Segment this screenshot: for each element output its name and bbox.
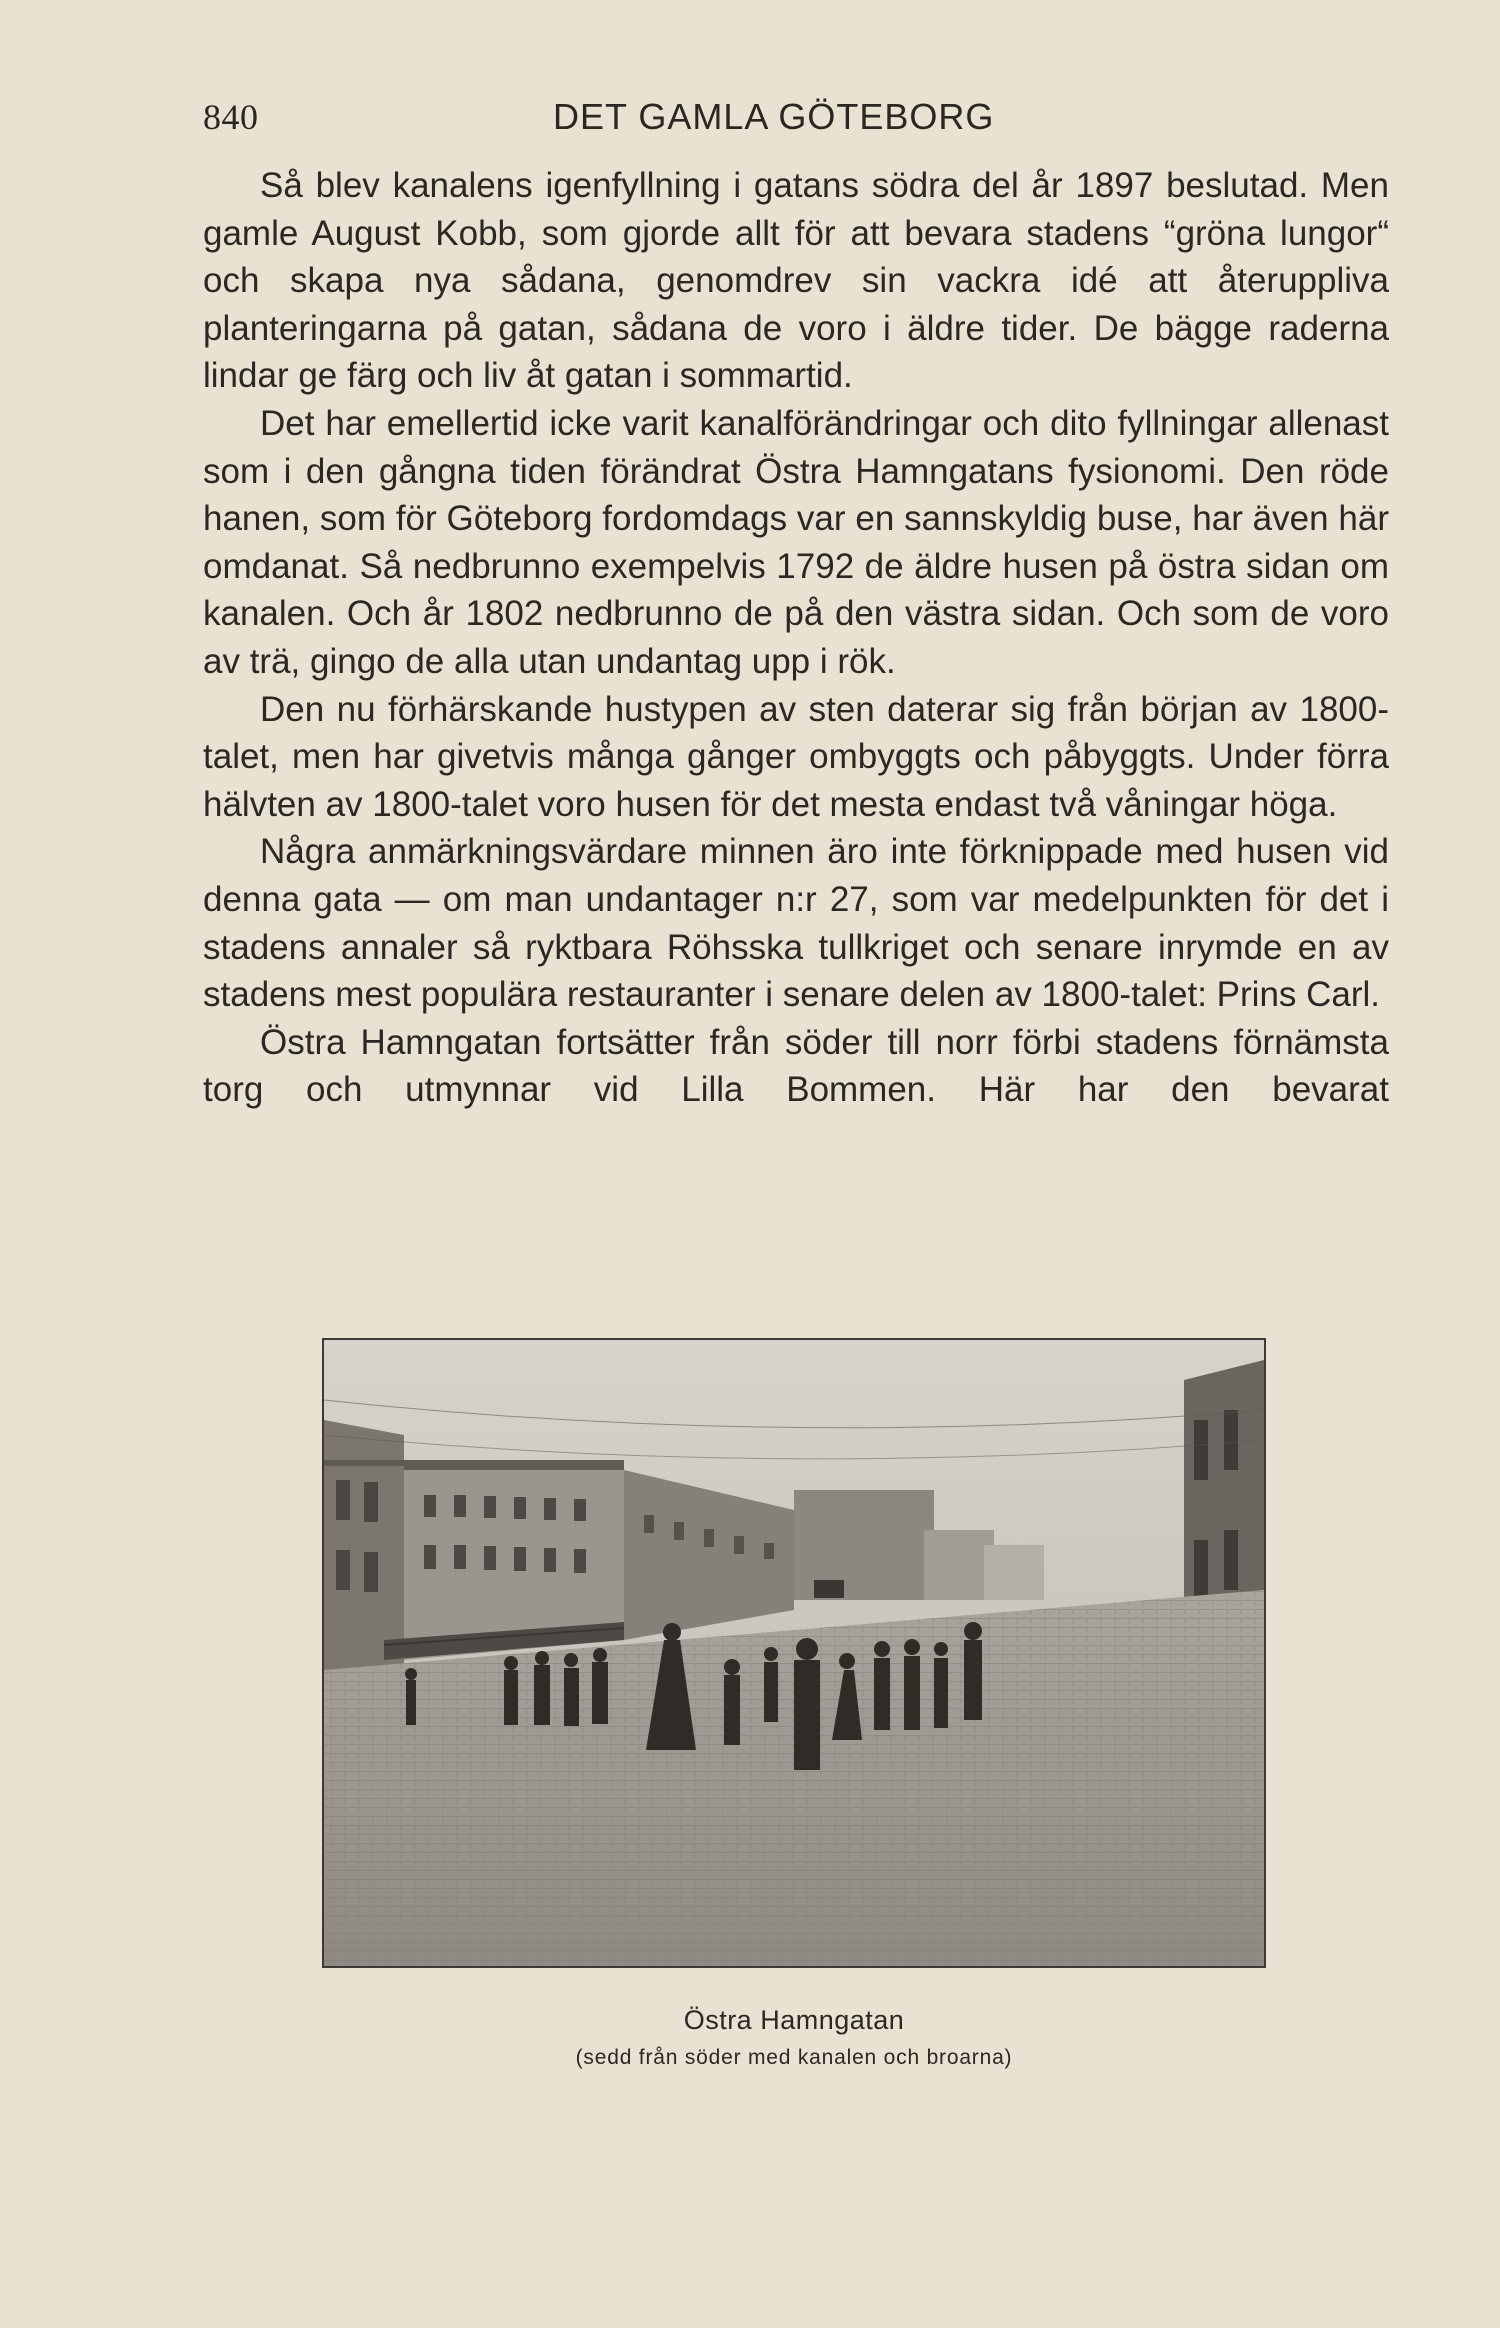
page-header [203, 96, 1393, 144]
photo-illustration [324, 1340, 1264, 1966]
building [984, 1545, 1044, 1600]
figure-caption-subtitle: (sedd från söder med kanalen och broarna) [575, 2046, 1013, 2069]
running-title: DET GAMLA GÖTEBORG [553, 96, 995, 137]
building [924, 1530, 994, 1600]
paragraph: Den nu förhärskande hustypen av sten daterar sig från början av 1800-talet, men har givetvis många gånger ombyggts och påbyggts. Under förra hälvten av 1800-talet voro husen för det mesta endast två våningar höga. [203, 689, 1389, 824]
paragraph: Östra Hamngatan fortsätter från söder till norr förbi stadens förnämsta torg och utmynnar vid Lilla Bommen. Här har den bevarat [203, 1022, 1389, 1110]
street-photograph [322, 1338, 1266, 1968]
page-number: 840 [203, 97, 259, 137]
paragraph: Så blev kanalens igenfyllning i gatans södra del år 1897 beslutad. Men gamle August Kobb, som gjorde allt för att bevara stadens “gröna lungor“ och skapa nya sådana, genomdrev sin vackra idé att återuppliva planteringarna på gatan, sådana de voro i äldre tider. De bägge raderna lindar ge färg och liv åt gatan i sommartid. [203, 166, 1389, 396]
paragraph: Några anmärkningsvärdare minnen äro inte förknippade med husen vid denna gata — om man undantager n:r 27, som var medelpunkten för det i stadens annaler så ryktbara Röhsska tullkriget och senare inrymde en av stadens mest populära restauranter i senare delen av 1800-talet: Prins Carl. [203, 832, 1389, 1015]
figure-caption-title: Östra Hamngatan [683, 2005, 905, 2035]
paragraph: Det har emellertid icke varit kanalförändringar och dito fyllningar allenast som i den gångna tiden förändrat Östra Hamngatans fysionomi. Den röde hanen, som för Göteborg fordomdags var en sannskyldig buse, har även här omdanat. Så nedbrunno exempelvis 1792 de äldre husen på östra sidan om kanalen. Och år 1802 nedbrunno de på den västra sidan. Och som de voro av trä, gingo de alla utan undantag upp i rök. [203, 403, 1389, 681]
body-text [203, 162, 1389, 1114]
